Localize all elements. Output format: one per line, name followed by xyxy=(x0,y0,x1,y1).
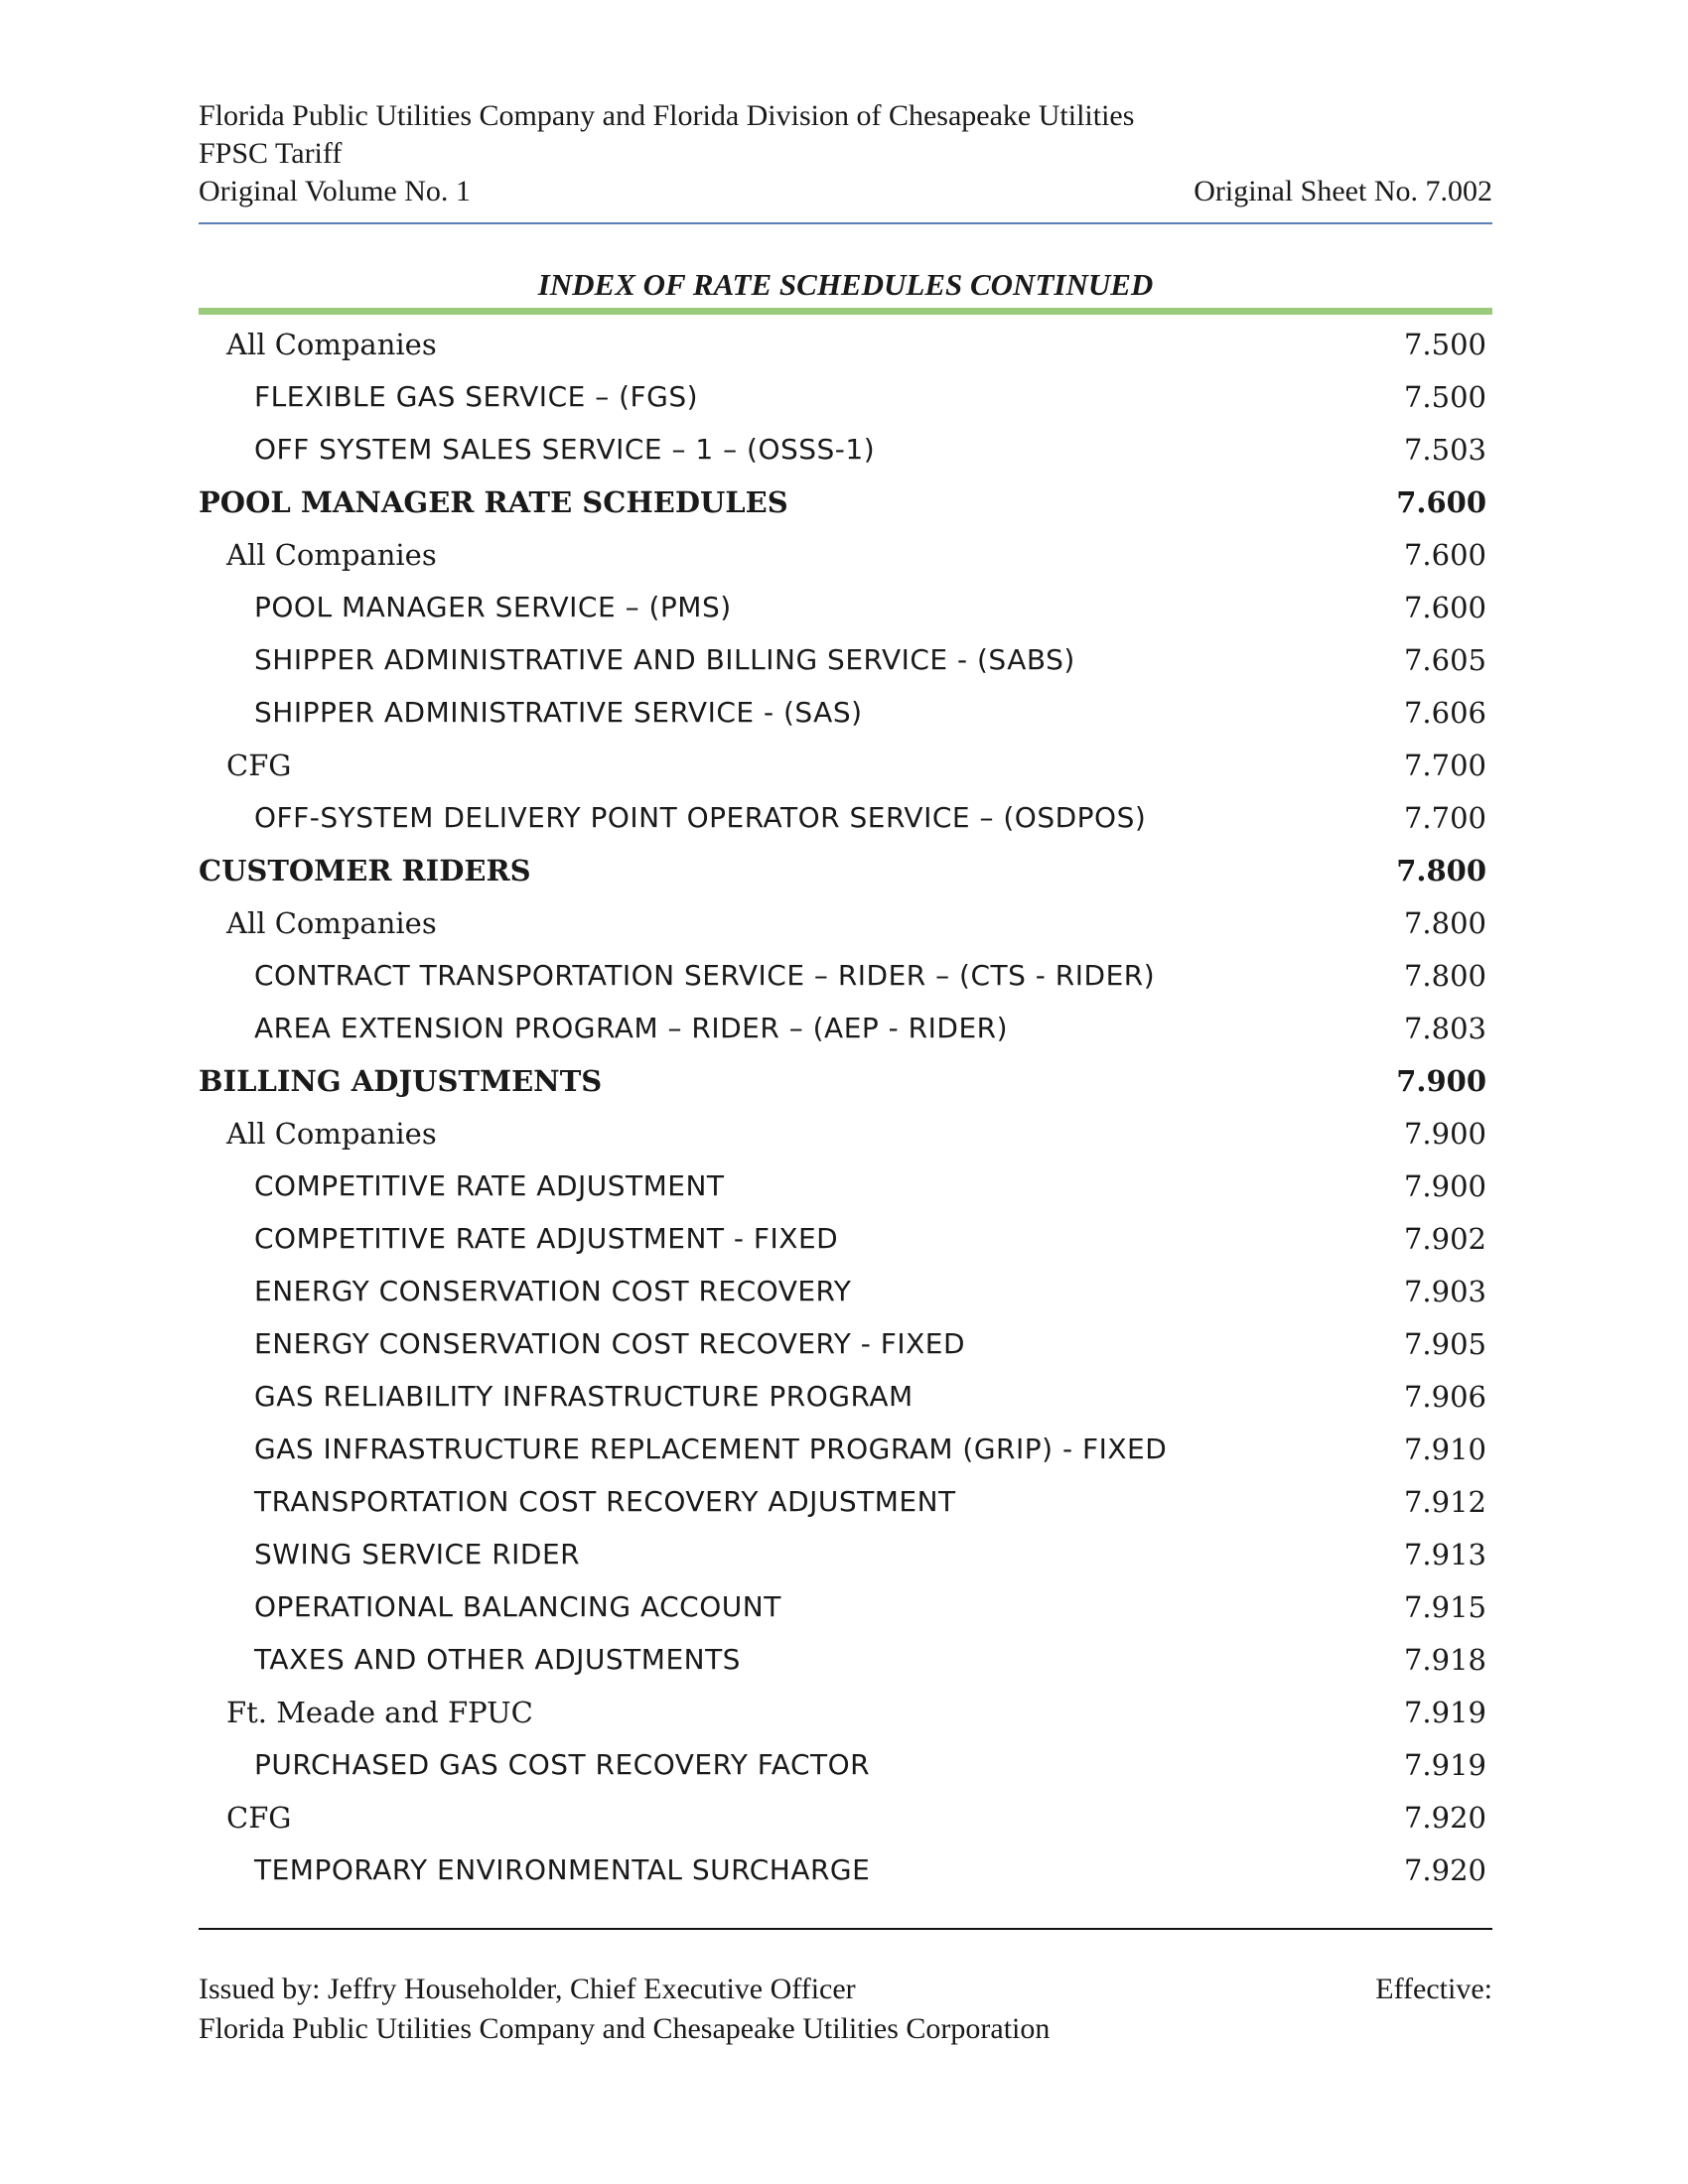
index-row-sheet-number: 7.910 xyxy=(1403,1432,1486,1466)
index-row-label: Ft. Meade and FPUC xyxy=(226,1695,533,1729)
index-row-sheet-number: 7.906 xyxy=(1403,1379,1486,1414)
index-row-label: CUSTOMER RIDERS xyxy=(199,853,531,887)
index-row-section xyxy=(199,844,1492,896)
index-row-label: GAS INFRASTRUCTURE REPLACEMENT PROGRAM (GRIP) - FIXED xyxy=(254,1433,1168,1465)
footer-company: Florida Public Utilities Company and Chesapeake Utilities Corporation xyxy=(199,2012,1051,2045)
index-row-schedule xyxy=(199,423,1492,476)
title-rule xyxy=(199,308,1492,315)
index-row-sheet-number: 7.900 xyxy=(1403,1116,1486,1151)
index-row-sheet-number: 7.903 xyxy=(1403,1274,1486,1308)
index-row-sheet-number: 7.800 xyxy=(1403,905,1486,940)
index-row-schedule xyxy=(199,949,1492,1002)
index-row-label: GAS RELIABILITY INFRASTRUCTURE PROGRAM xyxy=(254,1380,914,1413)
index-row-schedule xyxy=(199,633,1492,686)
index-title: INDEX OF RATE SCHEDULES CONTINUED xyxy=(537,267,1154,302)
index-row-sheet-number: 7.905 xyxy=(1403,1326,1486,1361)
index-row-label: OPERATIONAL BALANCING ACCOUNT xyxy=(254,1590,781,1623)
index-row-schedule xyxy=(199,1475,1492,1528)
index-row-label: All Companies xyxy=(226,1116,437,1151)
index-row-schedule xyxy=(199,686,1492,739)
index-row-label: BILLING ADJUSTMENTS xyxy=(199,1063,603,1098)
index-row-sheet-number: 7.918 xyxy=(1403,1642,1486,1677)
index-row-schedule xyxy=(199,791,1492,844)
footer-issued-by: Issued by: Jeffry Householder, Chief Executive Officer xyxy=(199,1973,856,2005)
header-volume-row xyxy=(199,173,1492,210)
index-row-label: SWING SERVICE RIDER xyxy=(254,1538,581,1570)
index-row-sheet-number: 7.600 xyxy=(1403,537,1486,572)
index-row-sheet-number: 7.500 xyxy=(1403,379,1486,414)
index-row-schedule xyxy=(199,1317,1492,1370)
index-row-sheet-number: 7.919 xyxy=(1403,1695,1486,1729)
index-row-label: TRANSPORTATION COST RECOVERY ADJUSTMENT xyxy=(254,1485,956,1518)
index-row-label: OFF SYSTEM SALES SERVICE – 1 – (OSSS-1) xyxy=(254,433,876,466)
index-row-sheet-number: 7.500 xyxy=(1403,327,1486,361)
index-row-schedule xyxy=(199,581,1492,633)
index-row-sheet-number: 7.919 xyxy=(1403,1747,1486,1782)
index-row-label: ENERGY CONSERVATION COST RECOVERY - FIXED xyxy=(254,1327,966,1360)
header-tariff: FPSC Tariff xyxy=(199,137,343,170)
index-row-group xyxy=(199,1686,1492,1738)
index-row-sheet-number: 7.912 xyxy=(1403,1484,1486,1519)
index-row-group xyxy=(199,896,1492,949)
index-row-section xyxy=(199,476,1492,528)
index-row-sheet-number: 7.920 xyxy=(1403,1852,1486,1887)
index-row-label: POOL MANAGER SERVICE – (PMS) xyxy=(254,591,732,623)
index-row-group xyxy=(199,739,1492,791)
index-row-sheet-number: 7.915 xyxy=(1403,1589,1486,1624)
header-company: Florida Public Utilities Company and Florida Division of Chesapeake Utilities xyxy=(199,99,1135,132)
index-row-sheet-number: 7.902 xyxy=(1403,1221,1486,1256)
index-row-sheet-number: 7.900 xyxy=(1396,1063,1486,1098)
index-row-label: CONTRACT TRANSPORTATION SERVICE – RIDER – (CTS - RIDER) xyxy=(254,959,1156,992)
index-row-sheet-number: 7.913 xyxy=(1403,1537,1486,1571)
index-row-label: SHIPPER ADMINISTRATIVE AND BILLING SERVICE - (SABS) xyxy=(254,643,1075,676)
index-row-label: SHIPPER ADMINISTRATIVE SERVICE - (SAS) xyxy=(254,696,863,729)
index-row-group xyxy=(199,1107,1492,1160)
index-row-label: All Companies xyxy=(226,537,437,572)
index-row-sheet-number: 7.700 xyxy=(1403,800,1486,835)
index-row-sheet-number: 7.605 xyxy=(1403,642,1486,677)
index-row-group xyxy=(199,1791,1492,1843)
page-header xyxy=(199,97,1492,210)
index-row-label: POOL MANAGER RATE SCHEDULES xyxy=(199,484,788,519)
footer-effective: Effective: xyxy=(1375,1973,1492,2005)
index-row-label: ENERGY CONSERVATION COST RECOVERY xyxy=(254,1275,852,1307)
tariff-page xyxy=(199,0,1492,2184)
index-row-label: PURCHASED GAS COST RECOVERY FACTOR xyxy=(254,1748,871,1781)
footer-rule xyxy=(199,1928,1492,1930)
index-row-schedule xyxy=(199,1212,1492,1265)
index-row-label: COMPETITIVE RATE ADJUSTMENT xyxy=(254,1169,725,1202)
index-row-schedule xyxy=(199,1580,1492,1633)
index-row-sheet-number: 7.600 xyxy=(1396,484,1486,519)
index-row-label: TAXES AND OTHER ADJUSTMENTS xyxy=(254,1643,741,1676)
header-volume: Original Volume No. 1 xyxy=(199,175,471,207)
index-row-schedule xyxy=(199,370,1492,423)
index-row-sheet-number: 7.800 xyxy=(1396,853,1486,887)
index-row-sheet-number: 7.800 xyxy=(1403,958,1486,993)
index-row-label: COMPETITIVE RATE ADJUSTMENT - FIXED xyxy=(254,1222,839,1255)
index-row-label: TEMPORARY ENVIRONMENTAL SURCHARGE xyxy=(254,1853,871,1886)
header-rule xyxy=(199,222,1492,224)
index-row-label: AREA EXTENSION PROGRAM – RIDER – (AEP - RIDER) xyxy=(254,1012,1009,1044)
header-sheet-number: Original Sheet No. 7.002 xyxy=(1194,175,1492,207)
index-row-label: FLEXIBLE GAS SERVICE – (FGS) xyxy=(254,380,699,413)
index-row-schedule xyxy=(199,1528,1492,1580)
index-row-sheet-number: 7.900 xyxy=(1403,1168,1486,1203)
index-row-sheet-number: 7.606 xyxy=(1403,695,1486,730)
index-row-group xyxy=(199,528,1492,581)
index-row-label: CFG xyxy=(226,748,292,782)
index-row-label: OFF-SYSTEM DELIVERY POINT OPERATOR SERVICE – (OSDPOS) xyxy=(254,801,1147,834)
index-row-label: CFG xyxy=(226,1800,292,1835)
index-row-schedule xyxy=(199,1370,1492,1423)
page-footer xyxy=(199,1970,1492,2049)
index-row-sheet-number: 7.503 xyxy=(1403,432,1486,467)
index-row-sheet-number: 7.803 xyxy=(1403,1011,1486,1045)
index-row-schedule xyxy=(199,1160,1492,1212)
index-row-label: All Companies xyxy=(226,905,437,940)
index-row-group xyxy=(199,318,1492,370)
index-list xyxy=(199,318,1492,1896)
index-row-schedule xyxy=(199,1265,1492,1317)
index-row-schedule xyxy=(199,1423,1492,1475)
index-row-sheet-number: 7.920 xyxy=(1403,1800,1486,1835)
footer-issued-row xyxy=(199,1970,1492,2009)
index-row-schedule xyxy=(199,1738,1492,1791)
index-row-schedule xyxy=(199,1633,1492,1686)
index-row-schedule xyxy=(199,1002,1492,1054)
index-row-schedule xyxy=(199,1843,1492,1896)
index-row-label: All Companies xyxy=(226,327,437,361)
index-row-sheet-number: 7.700 xyxy=(1403,748,1486,782)
index-row-sheet-number: 7.600 xyxy=(1403,590,1486,624)
index-row-section xyxy=(199,1054,1492,1107)
